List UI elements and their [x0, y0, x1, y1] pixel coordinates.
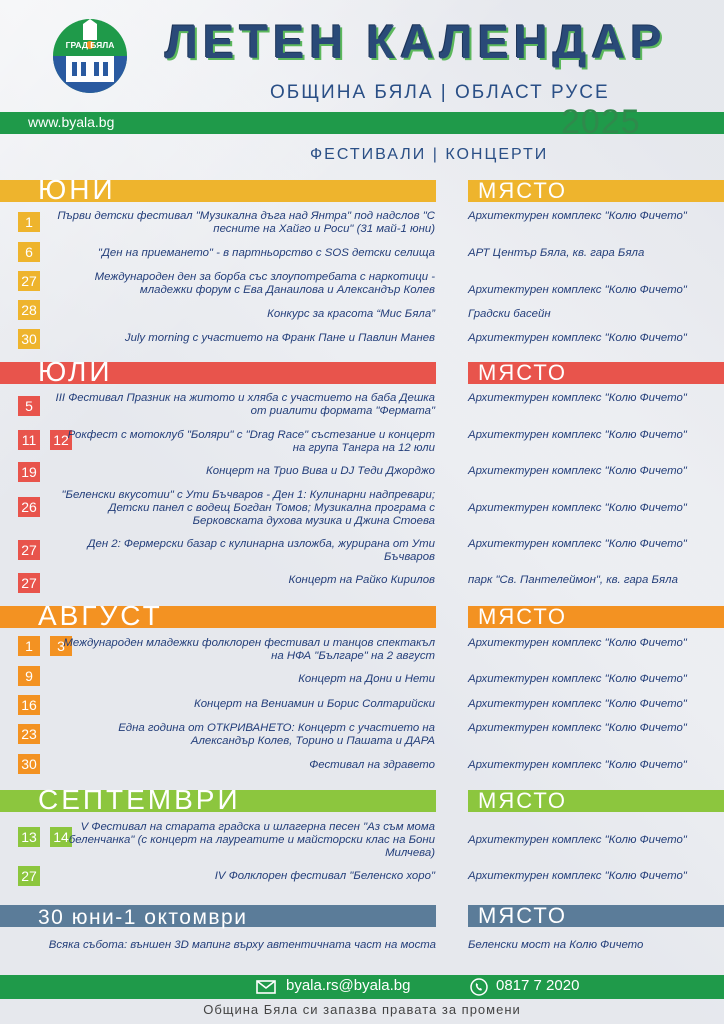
day-badge: 1 [18, 636, 40, 656]
event-place: Градски басейн [468, 308, 551, 320]
email-icon [256, 980, 276, 994]
day-badge: 3 [50, 636, 72, 656]
event-text: IV Фолклорен фестивал "Беленско хоро" [214, 870, 435, 882]
event-place: Архитектурен комплекс "Колю Фичето" [468, 284, 687, 296]
event-place: Беленски мост на Колю Фичето [468, 939, 644, 951]
month-header-september [0, 784, 436, 815]
event-text: Всяка събота: външен 3D мапинг върху автентичната част на моста [48, 939, 436, 951]
website-link[interactable]: www.byala.bg [28, 114, 115, 130]
event-place: Архитектурен комплекс "Колю Фичето" [468, 722, 687, 734]
day-badge: 12 [50, 430, 72, 450]
footer-notice: Община Бяла си запазва правата за промени [203, 1002, 521, 1017]
page-title: ЛЕТЕН КАЛЕНДАР [165, 15, 667, 68]
event-text: Концерт на Дони и Нети [298, 673, 435, 685]
day-badge: 30 [18, 329, 40, 349]
month-header-august [0, 600, 436, 631]
event-text: III Фестивал Празник на житото и хляба с участието на баба Дешка от риалити формата "Фермата" [55, 392, 435, 417]
month-name: ЮЛИ [38, 356, 113, 387]
event-place: АРТ Център Бяла, кв. гара Бяла [468, 247, 645, 259]
place-header-label: МЯСТО [478, 604, 567, 629]
event-text: Рокфест с мотоклуб "Боляри" с "Drag Race" състезание и концерт на група Тангра на 12 юли [67, 429, 435, 454]
day-badge: 27 [18, 540, 40, 560]
phone-icon [470, 978, 488, 996]
day-badge: 27 [18, 271, 40, 291]
event-text: V Фестивал на старата градска и шлагерна песен "Аз съм мома беленчанка" (с концерт на лауреатите и майсторски клас на Бони Милчева) [68, 821, 435, 859]
event-place: Архитектурен комплекс "Колю Фичето" [468, 392, 687, 404]
day-badge: 11 [18, 430, 40, 450]
day-badge: 5 [18, 396, 40, 416]
month-header-june [0, 174, 436, 205]
event-place: Архитектурен комплекс "Колю Фичето" [468, 759, 687, 771]
month-name: СЕПТЕМВРИ [38, 784, 241, 815]
day-badge: 28 [18, 300, 40, 320]
event-place: Архитектурен комплекс "Колю Фичето" [468, 465, 687, 477]
place-header-july [468, 362, 724, 384]
special-period-name: 30 юни-1 октомври [38, 906, 248, 929]
logo-text: ГРАД БЯЛА [65, 40, 115, 50]
year: 2025 [561, 103, 641, 141]
phone-number[interactable]: 0817 7 2020 [496, 977, 580, 994]
place-header-label: МЯСТО [478, 788, 567, 813]
event-place: парк "Св. Пантелеймон", кв. гара Бяла [468, 574, 678, 586]
event-place: Архитектурен комплекс "Колю Фичето" [468, 834, 687, 846]
event-text: Ден 2: Фермерски базар с кулинарна изложба, журирана от Ути Бъчваров [87, 538, 435, 563]
event-place: Архитектурен комплекс "Колю Фичето" [468, 538, 687, 550]
day-badge: 13 [18, 827, 40, 847]
event-place: Архитектурен комплекс "Колю Фичето" [468, 637, 687, 649]
month-header-july [0, 356, 436, 387]
event-place: Архитектурен комплекс "Колю Фичето" [468, 698, 687, 710]
place-header-august [468, 606, 724, 628]
day-badge: 6 [18, 242, 40, 262]
special-period-header [0, 905, 436, 927]
event-text: Концерт на Трио Вива и DJ Теди Джорджо [206, 465, 435, 477]
day-badge: 30 [18, 754, 40, 774]
day-badge: 16 [18, 695, 40, 715]
place-header-june [468, 180, 724, 202]
email-link[interactable]: byala.rs@byala.bg [286, 977, 411, 994]
day-badge: 26 [18, 497, 40, 517]
event-text: Концерт на Вениамин и Борис Солтарийски [194, 698, 435, 710]
month-name: ЮНИ [38, 174, 116, 205]
place-header-label: МЯСТО [478, 360, 567, 385]
event-place: Архитектурен комплекс "Колю Фичето" [468, 210, 687, 222]
event-text: Конкурс за красота “Мис Бяла” [267, 308, 435, 320]
place-header-label: МЯСТО [478, 903, 567, 928]
categories: ФЕСТИВАЛИ | КОНЦЕРТИ [310, 146, 549, 163]
byala-logo [52, 18, 128, 94]
day-badge: 27 [18, 866, 40, 886]
event-place: Архитектурен комплекс "Колю Фичето" [468, 502, 687, 514]
day-badge: 9 [18, 666, 40, 686]
place-header-special [468, 905, 724, 927]
event-place: Архитектурен комплекс "Колю Фичето" [468, 673, 687, 685]
place-header-september [468, 790, 724, 812]
event-text: "Ден на приемането" - в партньорство с SOS детски селища [97, 247, 435, 259]
day-badge: 14 [50, 827, 72, 847]
month-name: АВГУСТ [38, 600, 163, 631]
event-text: July morning с участието на Франк Пане и Павлин Манев [124, 332, 435, 344]
event-text: "Беленски вкусотии" с Ути Бъчваров - Ден 1: Кулинарни надпревари; Детски панел с водещ Богдан Томов; Музикална програма с Берковската духова музика и Джина Стоева [61, 489, 435, 527]
event-text: Международен младежки фолклорен фестивал и танцов спектакъл на НФА "Българе" на 2 август [63, 637, 435, 662]
day-badge: 23 [18, 724, 40, 744]
event-place: Архитектурен комплекс "Колю Фичето" [468, 429, 687, 441]
day-badge: 19 [18, 462, 40, 482]
event-text: Една година от ОТКРИВАНЕТО: Концерт с участието на Александър Колев, Торино и Пашата и ДАРА [118, 722, 435, 747]
event-place: Архитектурен комплекс "Колю Фичето" [468, 332, 687, 344]
event-place: Архитектурен комплекс "Колю Фичето" [468, 870, 687, 882]
place-header-label: МЯСТО [478, 178, 567, 203]
event-text: Концерт на Райко Кирилов [288, 574, 435, 586]
event-text: Международен ден за борба със злоупотребата с наркотици - младежки форум с Ева Данаилова и Александър Колев [94, 271, 435, 296]
event-text: Фестивал на здравето [309, 759, 435, 771]
day-badge: 1 [18, 212, 40, 232]
event-text: Първи детски фестивал "Музикална дъга над Янтра" под надслов "С песните на Хайго и Роси" (31 май-1 юни) [57, 210, 435, 235]
day-badge: 27 [18, 573, 40, 593]
page-subtitle: ОБЩИНА БЯЛА | ОБЛАСТ РУСЕ [270, 82, 610, 103]
